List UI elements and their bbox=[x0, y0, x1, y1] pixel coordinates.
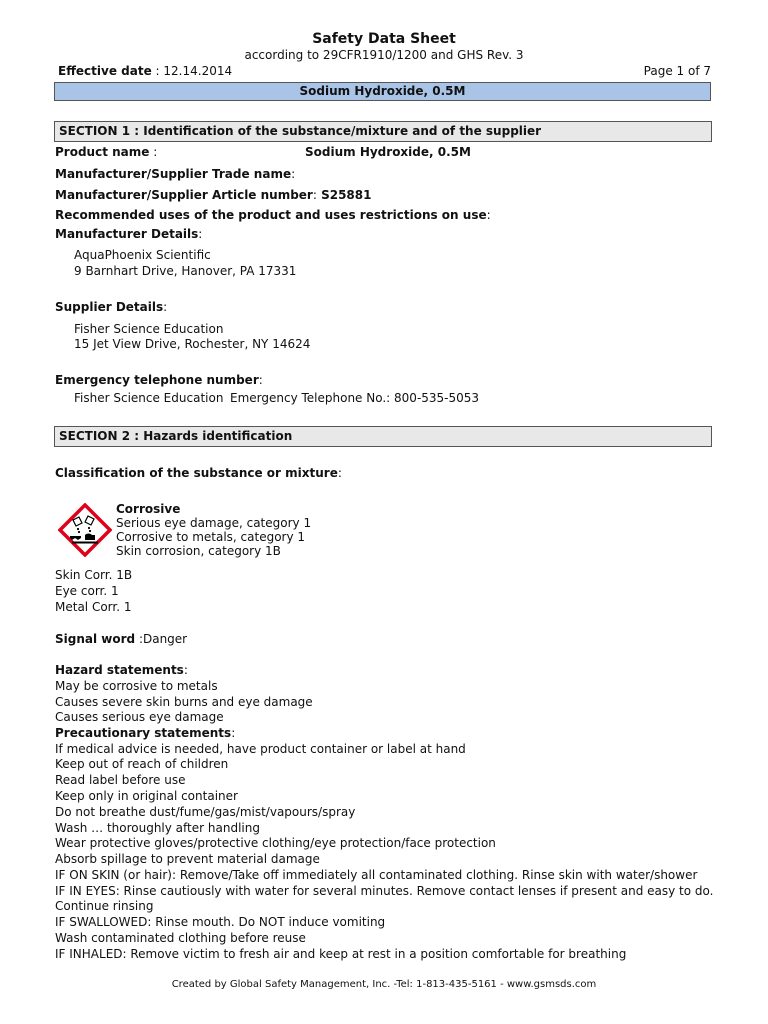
precautionary-statement: Continue rinsing bbox=[55, 899, 154, 913]
hazard-detail: Corrosive to metals, category 1 bbox=[116, 530, 306, 544]
recommended-uses-sep: : bbox=[486, 208, 491, 222]
article-number-value: S25881 bbox=[316, 188, 372, 202]
precautionary-statement: Wear protective gloves/protective clothing/eye protection/face protection bbox=[55, 836, 496, 850]
recommended-uses-row bbox=[55, 208, 491, 222]
effective-date-label: Effective date bbox=[58, 64, 152, 78]
product-name-label: Product name bbox=[55, 145, 150, 159]
hazard-statements-label: Hazard statements bbox=[55, 663, 184, 677]
supplier-name: Fisher Science Education bbox=[74, 322, 224, 336]
product-name-value: Sodium Hydroxide, 0.5M bbox=[305, 145, 471, 159]
article-number-label: Manufacturer/Supplier Article number bbox=[55, 188, 313, 202]
trade-name-sep: : bbox=[291, 167, 296, 181]
manufacturer-details-label: Manufacturer Details bbox=[55, 227, 199, 241]
precautionary-statement: IF IN EYES: Rinse cautiously with water for several minutes. Remove contact lenses if present and easy to do. bbox=[55, 884, 714, 898]
section-2-heading: SECTION 2 : Hazards identification bbox=[54, 426, 712, 447]
hazard-statement: Causes severe skin burns and eye damage bbox=[55, 695, 313, 709]
emergency-phone-sep: : bbox=[258, 373, 263, 387]
precautionary-statements-row bbox=[55, 726, 235, 740]
precautionary-statement: If medical advice is needed, have product container or label at hand bbox=[55, 742, 466, 756]
signal-word-value: :Danger bbox=[135, 632, 188, 646]
document-subtitle: according to 29CFR1910/1200 and GHS Rev. 3 bbox=[244, 48, 524, 62]
hazard-statement: May be corrosive to metals bbox=[55, 679, 218, 693]
hazard-code: Eye corr. 1 bbox=[55, 584, 119, 598]
supplier-address: 15 Jet View Drive, Rochester, NY 14624 bbox=[74, 337, 311, 351]
effective-date bbox=[58, 64, 232, 78]
hazard-statements-sep: : bbox=[183, 663, 188, 677]
precautionary-statements-label: Precautionary statements bbox=[55, 726, 232, 740]
classification-label: Classification of the substance or mixture bbox=[55, 466, 338, 480]
hazard-statement: Causes serious eye damage bbox=[55, 710, 224, 724]
emergency-phone-number: Emergency Telephone No.: 800-535-5053 bbox=[230, 391, 480, 405]
article-number-row bbox=[55, 188, 371, 202]
signal-word-row bbox=[55, 632, 187, 646]
supplier-details-sep: : bbox=[163, 300, 168, 314]
supplier-details-row bbox=[55, 300, 167, 314]
manufacturer-name: AquaPhoenix Scientific bbox=[74, 248, 211, 262]
precautionary-statement: IF SWALLOWED: Rinse mouth. Do NOT induce vomiting bbox=[55, 915, 386, 929]
page-number: Page 1 of 7 bbox=[643, 64, 711, 78]
precautionary-statement: Wash contaminated clothing before reuse bbox=[55, 931, 306, 945]
hazard-statements-row bbox=[55, 663, 188, 677]
precautionary-statement: IF ON SKIN (or hair): Remove/Take off immediately all contaminated clothing. Rinse skin with water/shower bbox=[55, 868, 698, 882]
hazard-detail: Skin corrosion, category 1B bbox=[116, 544, 281, 558]
precautionary-statement: Keep out of reach of children bbox=[55, 757, 229, 771]
corrosion-pictogram-icon bbox=[58, 503, 112, 557]
product-name-sep: : bbox=[149, 145, 158, 159]
emergency-company: Fisher Science Education bbox=[74, 391, 224, 405]
document-title: Safety Data Sheet bbox=[312, 31, 456, 47]
manufacturer-details-sep: : bbox=[198, 227, 203, 241]
precautionary-statement: Keep only in original container bbox=[55, 789, 238, 803]
hazard-class: Corrosive bbox=[116, 502, 181, 516]
section-1-heading: SECTION 1 : Identification of the substance/mixture and of the supplier bbox=[54, 121, 712, 142]
article-number-sep: : bbox=[312, 188, 317, 202]
manufacturer-details-row bbox=[55, 227, 202, 241]
hazard-detail: Serious eye damage, category 1 bbox=[116, 516, 312, 530]
precautionary-statement: Do not breathe dust/fume/gas/mist/vapours/spray bbox=[55, 805, 356, 819]
recommended-uses-label: Recommended uses of the product and uses restrictions on use bbox=[55, 208, 487, 222]
emergency-phone-label: Emergency telephone number bbox=[55, 373, 259, 387]
classification-sep: : bbox=[337, 466, 342, 480]
signal-word-label: Signal word bbox=[55, 632, 136, 646]
hazard-code: Metal Corr. 1 bbox=[55, 600, 132, 614]
precautionary-statement: Absorb spillage to prevent material damage bbox=[55, 852, 320, 866]
product-name-bar: Sodium Hydroxide, 0.5M bbox=[54, 82, 711, 101]
effective-date-value: : 12.14.2014 bbox=[151, 64, 233, 78]
precautionary-statement: Read label before use bbox=[55, 773, 186, 787]
emergency-phone-row bbox=[55, 373, 263, 387]
precautionary-statements-sep: : bbox=[231, 726, 236, 740]
trade-name-label: Manufacturer/Supplier Trade name bbox=[55, 167, 292, 181]
classification-row bbox=[55, 466, 342, 480]
manufacturer-address: 9 Barnhart Drive, Hanover, PA 17331 bbox=[74, 264, 297, 278]
product-name-row bbox=[55, 145, 157, 159]
trade-name-row bbox=[55, 167, 295, 181]
supplier-details-label: Supplier Details bbox=[55, 300, 164, 314]
hazard-code: Skin Corr. 1B bbox=[55, 568, 133, 582]
precautionary-statement: Wash … thoroughly after handling bbox=[55, 821, 260, 835]
page-footer: Created by Global Safety Management, Inc. -Tel: 1-813-435-5161 - www.gsmsds.com bbox=[171, 979, 597, 990]
precautionary-statement: IF INHALED: Remove victim to fresh air and keep at rest in a position comfortable for breathing bbox=[55, 947, 627, 961]
